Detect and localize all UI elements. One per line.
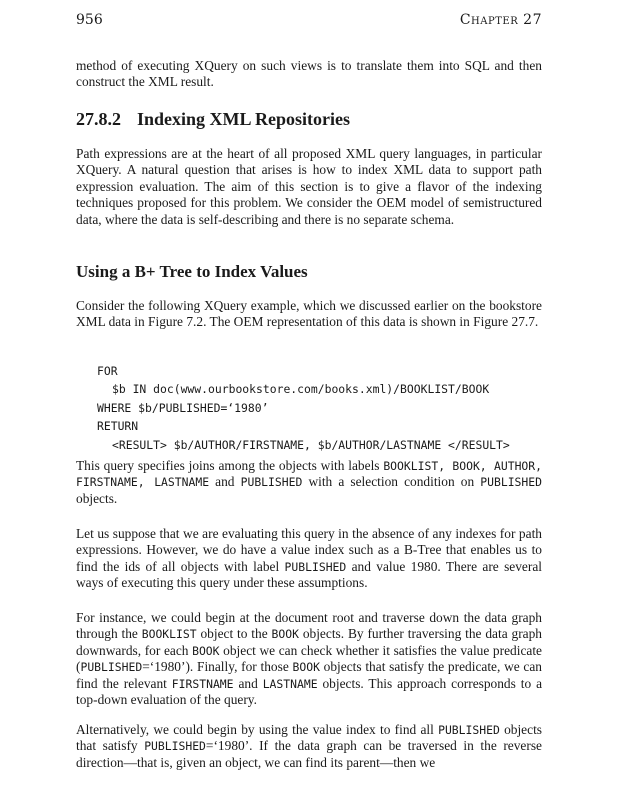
joins-paragraph [76, 458, 542, 507]
text-run: objects. This approach corresponds to a top-down evaluation of the query. [76, 675, 543, 708]
code-line: FOR [97, 364, 118, 378]
code-line: WHERE $b/PUBLISHED=‘1980’ [97, 400, 269, 415]
code-term: BOOKLIST [141, 627, 197, 642]
section-number: 27.8.2 [76, 109, 121, 129]
code-line: <RESULT> $b/AUTHOR/FIRSTNAME, $b/AUTHOR/LASTNAME </RESULT> [112, 437, 510, 452]
text-run: =‘1980’). Finally, for those [142, 659, 293, 675]
text-run: =‘1980’. If the data graph can be traversed in the reverse direction—that is, given an object, we can find its parent—then we [76, 738, 542, 770]
chapter-label: Chapter 27 [459, 12, 542, 28]
code-term: PUBLISHED [144, 739, 206, 754]
text-run: Alternatively, we could begin by using the value index to find all [76, 722, 439, 737]
section-title: Indexing XML Repositories [137, 109, 351, 129]
code-term: PUBLISHED [438, 723, 500, 737]
text-run: Let us suppose that we are evaluating this query in the absence of any indexes for path expressions. However, we do have a value index such as a B-Tree that enables us to find the ids of all objects with label [76, 526, 542, 574]
text-run: and [233, 675, 263, 691]
code-line: RETURN [97, 419, 139, 434]
text-run: and value 1980. There are several ways of executing this query under these assumptions. [76, 558, 542, 591]
intro-paragraph: method of executing XQuery on such views is to translate them into SQL and then construct the XML result. [76, 58, 542, 90]
section-heading [76, 109, 542, 130]
text-run: with a selection condition on [302, 474, 481, 490]
section-paragraph: Path expressions are at the heart of all proposed XML query languages, in particular XQuery. A natural question that arises is how to index XML data to support path expression evaluation. The aim of this section is to give a flavor of the indexing techniques proposed for this problem. We consider the OEM model of semistructured data, where the data is self-describing and there is no separate schema. [76, 146, 542, 227]
subsection-paragraph: Consider the following XQuery example, which we discussed earlier on the bookstore XML data in Figure 7.2. The OEM representation of this data is shown in Figure 27.7. [76, 298, 542, 330]
code-term: BOOK [292, 660, 320, 675]
subsection-heading: Using a B+ Tree to Index Values [76, 262, 308, 281]
code-term: FIRSTNAME [171, 676, 234, 691]
text-run: object we can check whether it satisfies the value predicate ( [76, 642, 543, 675]
code-term: LASTNAME [262, 676, 318, 691]
text-run: and [209, 474, 241, 490]
text-run: objects. By further traversing the data graph downwards, for each [76, 626, 542, 658]
text-run: objects. [76, 490, 118, 506]
text-run: objects that satisfy [76, 722, 543, 754]
xquery-code-block [97, 362, 543, 454]
code-term: PUBLISHED [240, 475, 303, 490]
text-run: object to the [196, 626, 272, 642]
alternative-paragraph [76, 722, 542, 771]
code-term: PUBLISHED [480, 475, 542, 490]
code-term: BOOK [192, 643, 220, 658]
code-line: $b IN doc(www.ourbookstore.com/books.xml)/BOOKLIST/BOOK [112, 382, 490, 397]
page-number: 956 [76, 12, 103, 28]
text-run: For instance, we could begin at the document root and traverse down the data graph through the [76, 610, 542, 642]
code-term: BOOK [271, 627, 299, 642]
code-term: BOOKLIST, BOOK, AUTHOR, FIRSTNAME, LASTNAME [76, 459, 542, 490]
instance-paragraph [76, 610, 542, 708]
text-run: objects that satisfy the predicate, we can find the relevant [76, 659, 543, 691]
suppose-paragraph [76, 526, 542, 592]
running-header [76, 12, 542, 32]
code-term: PUBLISHED [284, 559, 347, 574]
text-run: This query specifies joins among the objects with labels [76, 458, 384, 473]
code-term: PUBLISHED [80, 660, 143, 675]
